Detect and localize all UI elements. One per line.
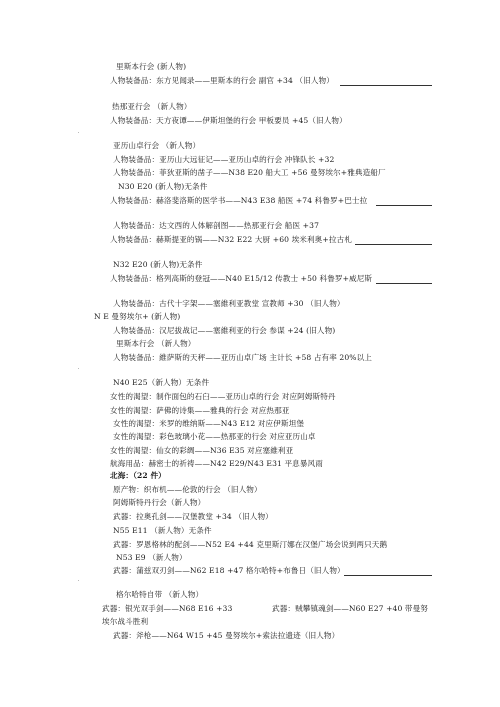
coordinate-heading: N55 E11 （新人物）无条件 xyxy=(113,526,212,535)
item-line: 原产物：织布机——伦敦的行会 （旧人物） xyxy=(113,485,262,494)
item-line: 武器：罗恩格林的配剑——N52 E4 +44 克里斯汀娜在汉堡广场会说到两只天鹅 xyxy=(113,540,388,549)
underline-rule xyxy=(376,283,432,284)
item-line: 人物装备品：东方见闻录——里斯本的行会 副官 +34 （旧人物） xyxy=(110,76,334,85)
section-heading: 里斯本行会 （新人物） xyxy=(116,339,196,348)
coordinate-heading: N53 E9 （新人物） xyxy=(116,553,187,562)
item-line: 人物装备品：格列高斯的登冠——N40 E15/12 传教士 +50 科鲁罗+威尼斯 xyxy=(110,274,373,283)
item-line: 武器：贼攀镇魂剑——N60 E27 +40 带曼努 xyxy=(272,604,428,613)
item-line: 人物装备品：汉尼拔战记——塞維利亚的行会 参谋 +24 (旧人物) xyxy=(113,326,336,335)
item-line: 人物装备品：古代十字架——塞維利亚教堂 宣教师 +30 （旧人物） xyxy=(113,299,345,308)
item-line: 女性的渴望：制作面包的石臼——亚历山卓的行会 对应阿姆斯特丹 xyxy=(110,392,336,401)
section-heading: 格尔哈特自带 （新人物） xyxy=(116,590,204,599)
underline-rule xyxy=(376,205,432,206)
item-line-continuation: 埃尔战斗胜利 xyxy=(102,617,149,626)
item-line: 人物装备品：亚历山大远征记——亚历山卓的行会 冲锋队长 +32 xyxy=(113,155,335,164)
item-line: 女性的渴望：米罗的维纳斯——N43 E12 对应伊斯坦堡 xyxy=(113,419,305,428)
section-heading: 亚历山卓行会 （新人物） xyxy=(113,141,201,150)
item-line: 武器：斧枪——N64 W15 +45 曼努埃尔+索法拉遗迹（旧人物） xyxy=(113,631,340,640)
coordinate-heading: N40 E25（新人物）无条件 xyxy=(113,378,210,387)
item-line: 武器：拉奥孔剑——汉堡教堂 +34 （旧人物） xyxy=(113,512,273,521)
item-line: 人物装备品：菲狄亚斯的凿子——N38 E20 船大工 +56 曼努埃尔+雅典造船厂 xyxy=(113,168,386,177)
item-line: 武器：银光双手剑——N68 E16 +33 xyxy=(102,604,233,613)
item-line: 人物装备品：赫洛斐洛斯的医学书——N43 E38 船医 +74 科鲁罗+巴士拉 xyxy=(110,196,368,205)
underline-rule xyxy=(340,85,432,86)
stray-mark xyxy=(78,580,79,581)
item-line: 人物装备品：达文西的人体解剖图——热那亚行会 船医 +37 xyxy=(113,221,320,230)
section-heading: 里斯本行会 (新人物) xyxy=(116,62,187,71)
item-line: 武器：蒲兹双刃剑——N62 E18 +47 格尔哈特+布鲁日（旧人物） xyxy=(113,566,345,575)
underline-rule xyxy=(355,244,432,245)
item-line: 女性的渴望：萨佛的诗集——雅典的行会 对应热那亚 xyxy=(110,406,290,415)
item-line: 女性的渴望：仙女的彩绸——N36 E35 对应塞維利亚 xyxy=(110,446,294,455)
section-heading: 阿姆斯特丹行会（新人物） xyxy=(113,498,206,507)
coordinate-heading: N E 曼努埃尔+ (新人物) xyxy=(94,312,181,321)
stray-mark xyxy=(78,368,79,369)
section-heading: 热那亚行会 （新人物） xyxy=(112,102,192,111)
item-line: 女性的渴望：彩色玻璃小花——热那亚的行会 对应亚历山卓 xyxy=(113,432,316,441)
underline-rule xyxy=(344,575,432,576)
region-heading: 北海：（22 件） xyxy=(110,471,166,480)
item-line: 人物装备品：維萨斯的天秤——亚历山卓广场 主计长 +58 占有率 20%以上 xyxy=(113,353,372,362)
item-line: 人物装备品：赫斯提亚的锅——N32 E22 大厨 +60 埃米利奥+拉古札 xyxy=(110,235,352,244)
coordinate-heading: N32 E20 (新人物)无条件 xyxy=(113,260,203,269)
item-line: 航海用品：赫密士的祈祷——N42 E29/N43 E31 平息暴风雨 xyxy=(110,459,323,468)
coordinate-heading: N30 E20 (新人物)无条件 xyxy=(118,182,208,191)
item-line: 人物装备品：天方夜谭——伊斯坦堡的行会 甲板要员 +45（旧人物） xyxy=(110,116,347,125)
stray-mark xyxy=(78,132,79,133)
